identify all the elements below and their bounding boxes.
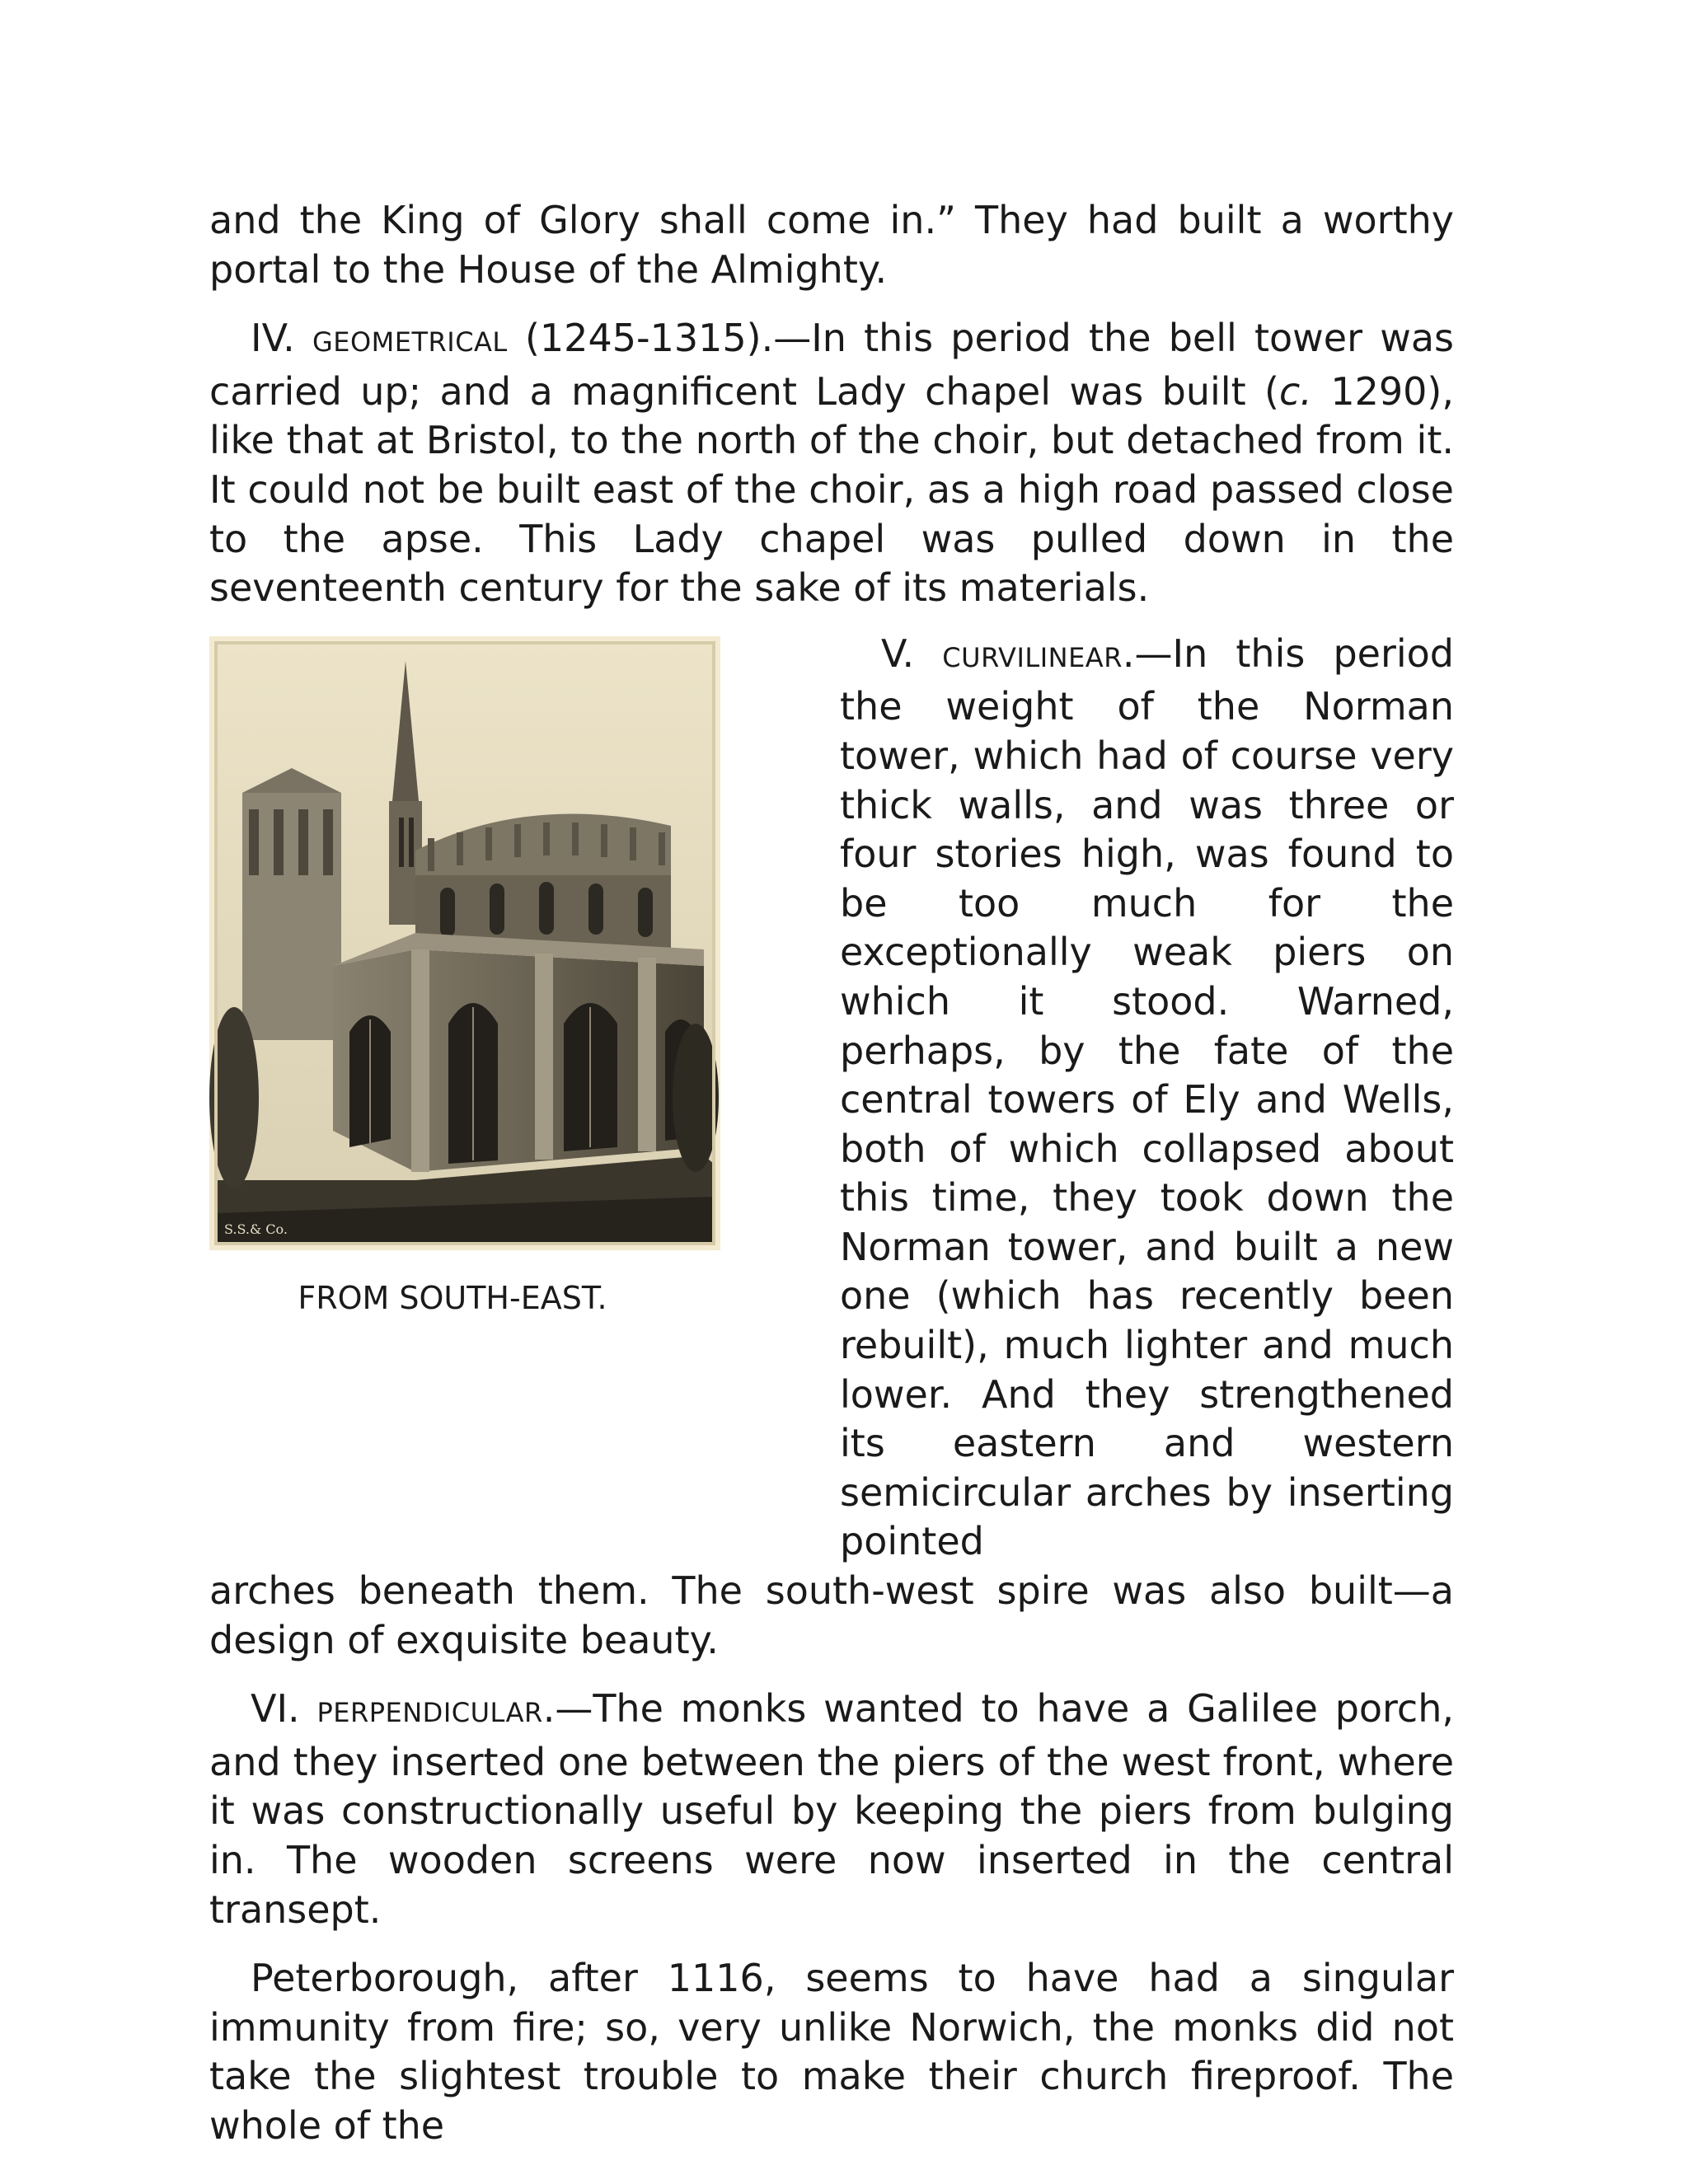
engraver-signature: S.S.& Co. [224, 1221, 288, 1237]
italic-circa: c. [1279, 368, 1312, 414]
section-heading-curvilinear: CURVILINEAR [942, 641, 1123, 673]
paragraph-perpendicular [209, 1685, 1454, 1934]
paragraph-1: and the King of Glory shall come in.” They had built a worthy portal to the House of the Almighty. [209, 198, 1454, 292]
section-numeral: V. [881, 630, 943, 676]
paragraph-text: .—The monks wanted to have a Galilee porch, and they inserted one between the piers of the west front, where it was constructionally useful by keeping the piers from bulging in. The wooden screens were now inserted in the central transept. [209, 1686, 1454, 1932]
paragraph-curvilinear-continued: arches beneath them. The south-west spire was also built—a design of exquisite beauty. [209, 1568, 1454, 1662]
paragraph-peterborough: Peterborough, after 1116, seems to have had a singular immunity from fire; so, very unlike Norwich, the monks did not take the slightest trouble to make their church fireproof. The whole of the [209, 1956, 1454, 2148]
paragraph-text: .—In this period the weight of the Norman tower, which had of course very thick walls, and was three or four stories high, was found to be too much for the exceptionally weak piers on which it stood. Warned, perhaps, by the fate of the central towers of Ely and Wells, both of which collapsed about this time, they took down the Norman tower, and built a new one (which has recently been rebuilt), much lighter and much lower. And they strengthened its eastern and western semicircular arches by inserting pointed [840, 630, 1454, 1564]
figure-caption: FROM SOUTH-EAST. [298, 1279, 607, 1316]
page-body [209, 196, 1454, 2151]
section-heading-geometrical: GEOMETRICAL [312, 326, 508, 359]
section-numeral: VI. [251, 1686, 317, 1732]
figure-block [209, 636, 720, 1316]
section-heading-perpendicular: PERPENDICULAR [316, 1697, 543, 1729]
cathedral-illustration [209, 636, 720, 1250]
paragraph-text: (1245-1315).—In this period the bell tower was carried up; and a magnificent Lady chapel was built ( [209, 316, 1454, 414]
wrapped-column [840, 630, 1454, 1567]
paragraph-text: 1290), like that at Bristol, to the north of the choir, but detached from it. It could not be built east of the choir, as a high road passed close to the apse. This Lady chapel was pulled down in the seventeenth century for the sake of its materials. [209, 368, 1454, 611]
cathedral-engraving [209, 636, 720, 1250]
section-numeral: IV. [251, 316, 312, 361]
paragraph-geometrical [209, 314, 1454, 613]
paragraph-curvilinear [840, 630, 1454, 1567]
